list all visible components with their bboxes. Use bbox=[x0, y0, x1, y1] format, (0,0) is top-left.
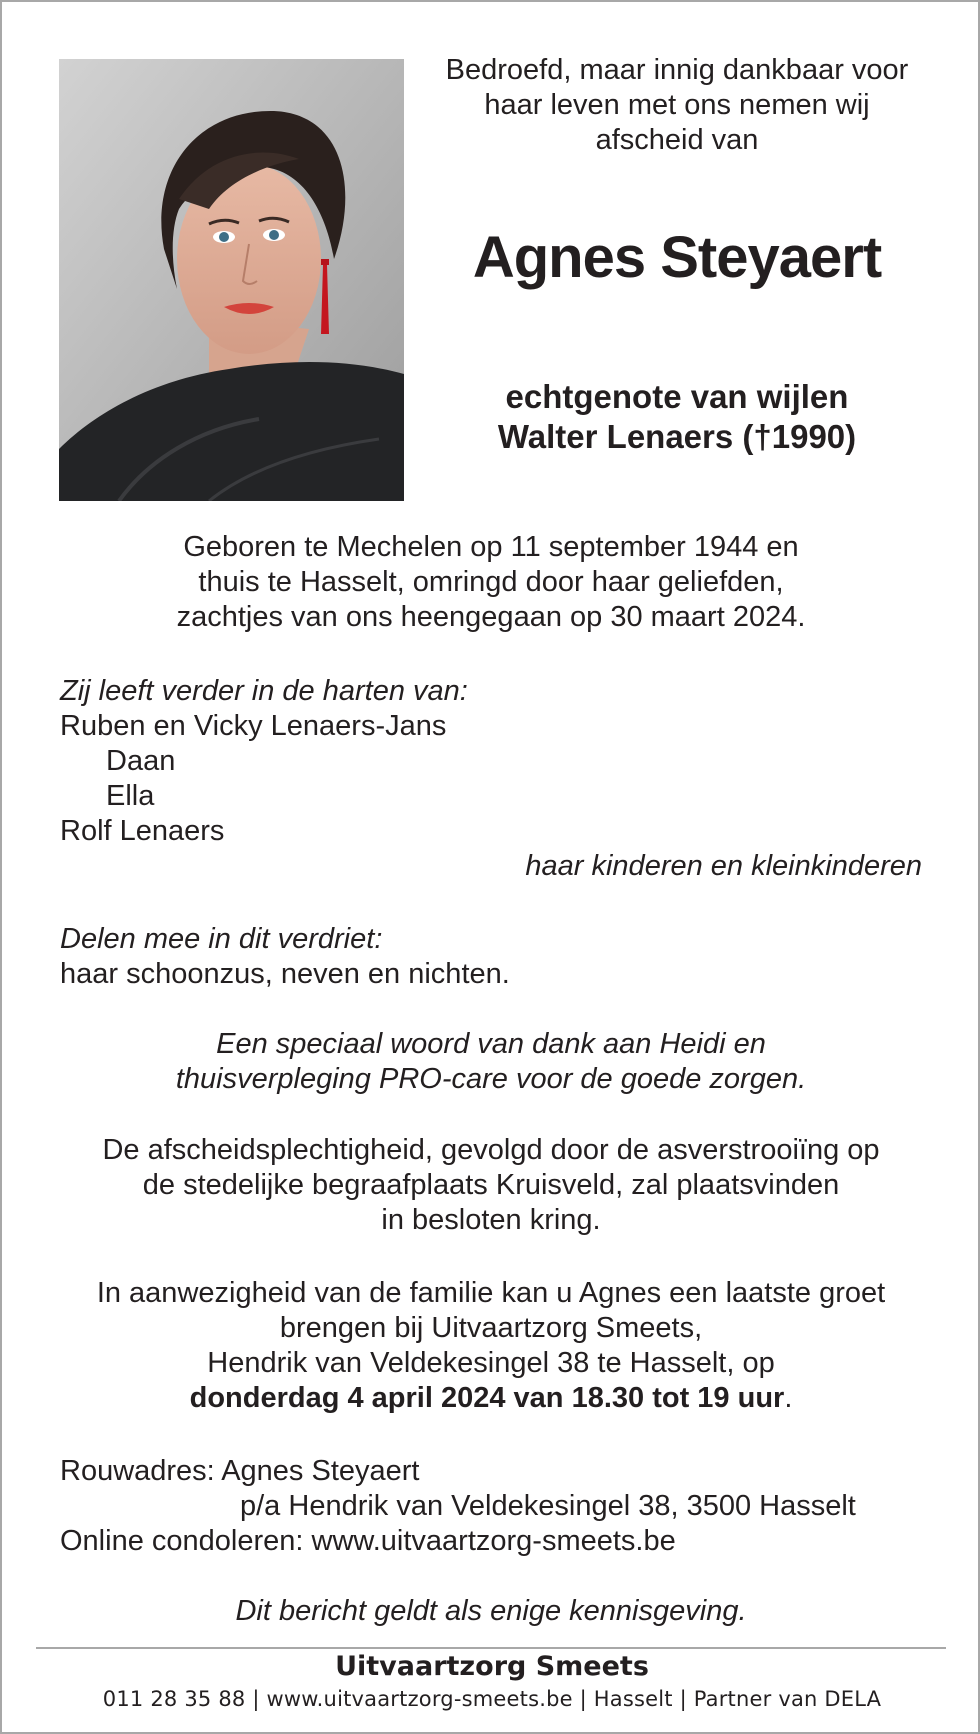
birth-line: zachtjes van ons heengegaan op 30 maart 2024. bbox=[176, 601, 806, 633]
footer-details: 011 28 35 88 | www.uitvaartzorg-smeets.be | Hasselt | Partner van DELA bbox=[102, 1687, 882, 1711]
visit-line: In aanwezigheid van de familie kan u Agnes een laatste groet bbox=[96, 1277, 886, 1309]
footer-divider bbox=[36, 1647, 946, 1649]
visit-line: Hendrik van Veldekesingel 38 te Hasselt, op bbox=[207, 1347, 775, 1379]
ceremony-line: in besloten kring. bbox=[381, 1204, 601, 1236]
visit-paragraph bbox=[60, 1276, 922, 1416]
spouse-text bbox=[412, 377, 942, 457]
spouse-line: echtgenote van wijlen bbox=[505, 378, 849, 415]
visit-date-tail: . bbox=[784, 1382, 793, 1414]
survivors-section bbox=[60, 674, 922, 884]
thanks-line: Een speciaal woord van dank aan Heidi en bbox=[216, 1028, 766, 1060]
online-condolence-link[interactable]: Online condoleren: www.uitvaartzorg-smeets.be bbox=[60, 1525, 676, 1557]
visit-date: donderdag 4 april 2024 van 18.30 tot 19 uur bbox=[189, 1382, 785, 1414]
thanks-line: thuisverpleging PRO-care voor de goede zorgen. bbox=[175, 1063, 807, 1095]
address-section bbox=[60, 1454, 922, 1559]
sharing-text: haar schoonzus, neven en nichten. bbox=[60, 958, 510, 990]
sharing-heading: Delen mee in dit verdriet: bbox=[60, 923, 383, 955]
birth-death-paragraph bbox=[60, 530, 922, 635]
birth-line: Geboren te Mechelen op 11 september 1944 en bbox=[183, 531, 799, 563]
footer-company: Uitvaartzorg Smeets bbox=[335, 1651, 649, 1682]
sharing-section bbox=[60, 922, 922, 992]
visit-line: brengen bij Uitvaartzorg Smeets, bbox=[279, 1312, 703, 1344]
survivor-row: Ella bbox=[106, 780, 155, 812]
deceased-name: Agnes Steyaert bbox=[472, 225, 882, 290]
thanks-paragraph bbox=[60, 1027, 922, 1097]
birth-line: thuis te Hasselt, omringd door haar geliefden, bbox=[198, 566, 784, 598]
portrait-illustration bbox=[59, 59, 404, 501]
survivors-heading: Zij leeft verder in de harten van: bbox=[60, 675, 468, 707]
intro-line: haar leven met ons nemen wij bbox=[484, 89, 870, 121]
visit-date-line bbox=[60, 1381, 922, 1416]
intro-line: Bedroefd, maar innig dankbaar voor bbox=[445, 54, 909, 86]
ceremony-line: De afscheidsplechtigheid, gevolgd door de asverstrooiïng op bbox=[102, 1134, 880, 1166]
survivors-relation: haar kinderen en kleinkinderen bbox=[525, 850, 922, 882]
closing-notice: Dit bericht geldt als enige kennisgeving. bbox=[235, 1595, 747, 1627]
intro-text bbox=[412, 53, 942, 158]
portrait-photo bbox=[59, 59, 404, 501]
intro-line: afscheid van bbox=[595, 124, 759, 156]
survivor-row: Rolf Lenaers bbox=[60, 815, 225, 847]
ceremony-line: de stedelijke begraafplaats Kruisveld, zal plaatsvinden bbox=[142, 1169, 840, 1201]
survivor-row: Daan bbox=[106, 745, 176, 777]
spouse-line: Walter Lenaers (†1990) bbox=[497, 418, 857, 455]
ceremony-paragraph bbox=[60, 1133, 922, 1238]
survivor-row: Ruben en Vicky Lenaers-Jans bbox=[60, 710, 447, 742]
address-line: Rouwadres: Agnes Steyaert bbox=[60, 1455, 420, 1487]
address-line: p/a Hendrik van Veldekesingel 38, 3500 Hasselt bbox=[240, 1490, 856, 1522]
